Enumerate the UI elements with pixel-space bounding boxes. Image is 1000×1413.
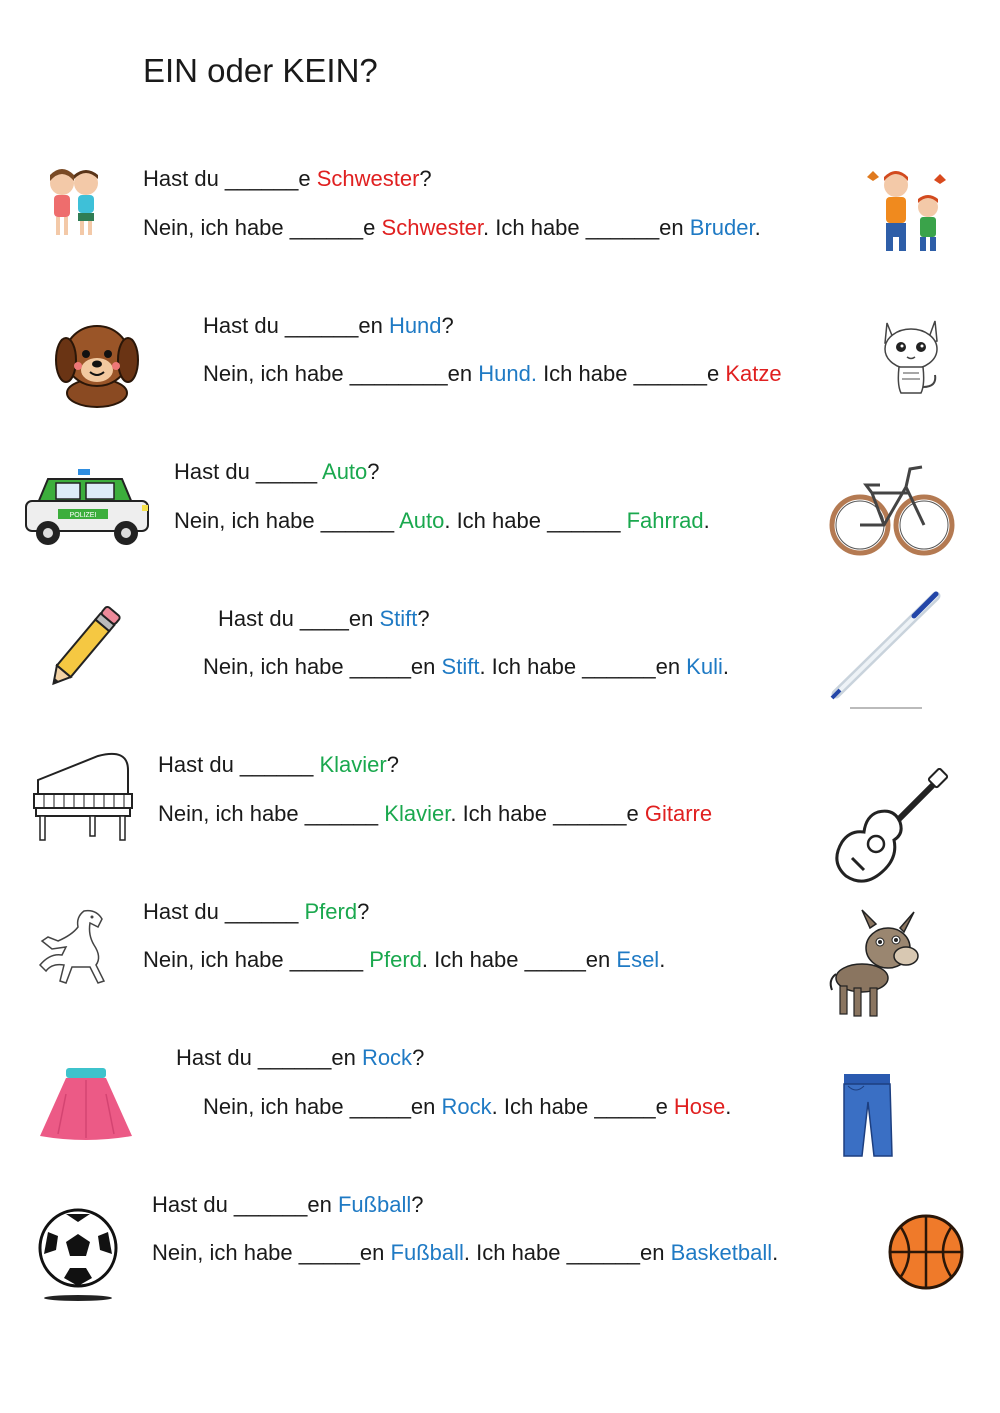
answer-8: Nein, ich habe _____en Fußball. Ich habe ______en Basketball. <box>152 1240 779 1265</box>
answer-7: Nein, ich habe _____en Rock. Ich habe _____e Hose. <box>203 1094 732 1119</box>
bicycle-icon <box>828 463 956 559</box>
question-5: Hast du ______ Klavier? <box>158 752 399 777</box>
question-3: Hast du _____ Auto? <box>174 459 380 484</box>
pen-icon <box>826 590 944 714</box>
guitar-icon <box>828 768 950 892</box>
question-4: Hast du ____en Stift? <box>218 606 430 631</box>
question-7: Hast du ______en Rock? <box>176 1045 425 1070</box>
piano-icon <box>28 750 136 842</box>
brothers-icon <box>862 165 952 257</box>
page-title: EIN oder KEIN? <box>143 52 378 89</box>
police-car-icon <box>18 465 156 547</box>
question-2: Hast du ______en Hund? <box>203 313 454 338</box>
question-6: Hast du ______ Pferd? <box>143 899 370 924</box>
skirt-icon <box>36 1064 136 1142</box>
dog-icon <box>50 318 145 410</box>
answer-2: Nein, ich habe ________en Hund. Ich habe ______e Katze <box>203 361 782 386</box>
answer-4: Nein, ich habe _____en Stift. Ich habe ______en Kuli. <box>203 654 729 679</box>
children-icon <box>40 165 110 243</box>
basketball-icon <box>886 1212 966 1292</box>
donkey-icon <box>826 908 924 1020</box>
answer-3: Nein, ich habe ______ Auto. Ich habe ______ Fahrrad. <box>174 508 710 533</box>
question-8: Hast du ______en Fußball? <box>152 1192 424 1217</box>
cat-icon <box>877 313 945 399</box>
answer-5: Nein, ich habe ______ Klavier. Ich habe ______e Gitarre <box>158 801 713 826</box>
answer-6: Nein, ich habe ______ Pferd. Ich habe _____en Esel. <box>143 947 666 972</box>
soccer-ball-icon <box>36 1206 120 1302</box>
answer-1: Nein, ich habe ______e Schwester. Ich habe ______en Bruder. <box>143 215 761 240</box>
horse-icon <box>32 905 116 997</box>
jeans-icon <box>840 1070 896 1158</box>
svg-text:POLIZEI: POLIZEI <box>69 512 97 519</box>
pencil-icon <box>30 605 140 687</box>
question-1: Hast du ______e Schwester? <box>143 166 432 191</box>
